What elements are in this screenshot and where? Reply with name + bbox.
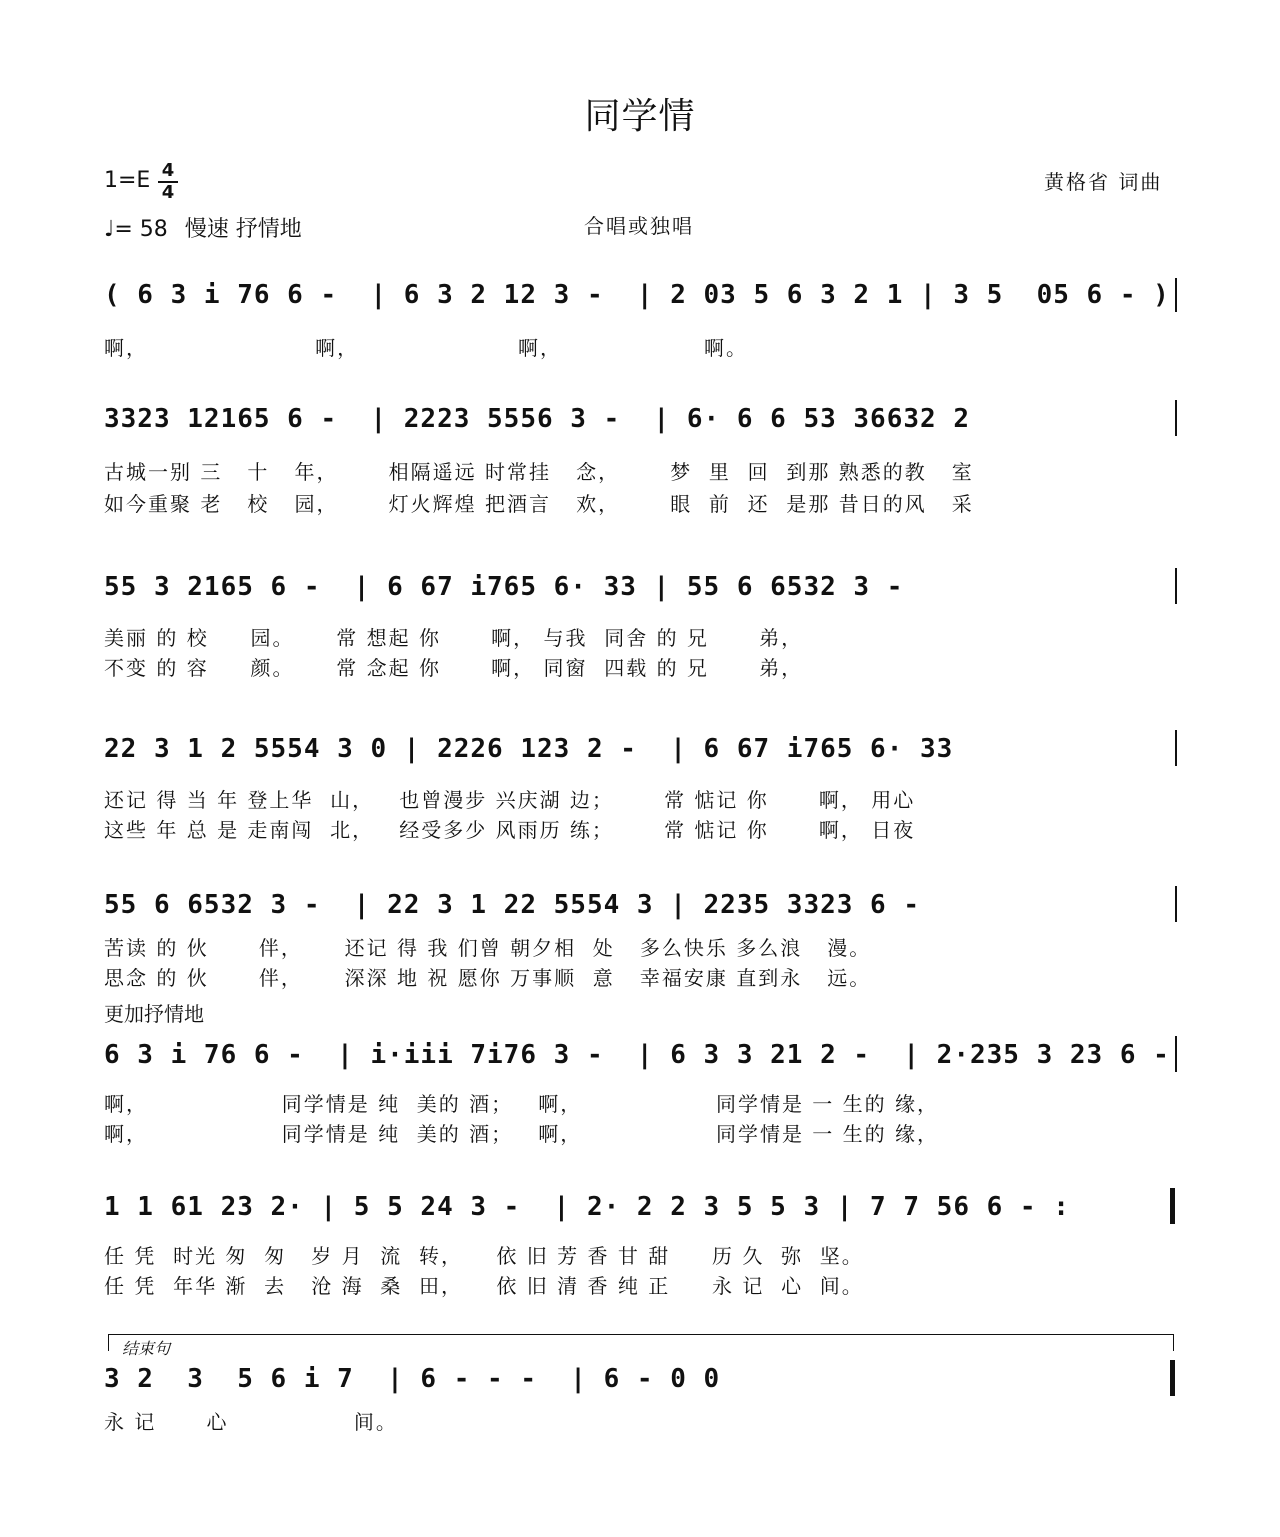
lyric-line: 古城一别 三 十 年， 相隔遥远 时常挂 念， 梦 里 回 到那 熟悉的教 室 <box>104 460 974 484</box>
tempo-value: ♩= 58 <box>104 217 168 242</box>
time-denominator: 4 <box>161 182 175 203</box>
notation-line: 1 1 61 23 2· | 5 5 24 3 - | 2· 2 2 3 5 5 3 | 7 7 56 6 - : <box>104 1192 1070 1222</box>
lyric-line: 如今重聚 老 校 园， 灯火辉煌 把酒言 欢， 眼 前 还 是那 昔日的风 采 <box>104 492 974 516</box>
notation-line: 55 3 2165 6 - | 6 67 i765 6· 33 | 55 6 6532 3 - <box>104 572 904 602</box>
notation-line: 55 6 6532 3 - | 22 3 1 22 5554 3 | 2235 3323 6 - <box>104 890 921 920</box>
lyric-line: 苦读 的 伙 伴， 还记 得 我 们曾 朝夕相 处 多么快乐 多么浪 漫。 <box>104 936 872 960</box>
ending-label: 结束句 <box>122 1339 171 1358</box>
repeat-barline <box>1170 1188 1175 1224</box>
lyric-line: 美丽 的 校 园。 常 想起 你 啊， 与我 同舍 的 兄 弟， <box>104 626 804 650</box>
notation-line: 22 3 1 2 5554 3 0 | 2226 123 2 - | 6 67 i765 6· 33 <box>104 734 954 764</box>
lyric-line: 啊， 啊， 啊， 啊。 <box>104 336 749 360</box>
notation-line: 6 3 i 76 6 - | i·iii 7i76 3 - | 6 3 3 21 2 - | 2·235 3 23 6 - <box>104 1040 1170 1070</box>
barline <box>1175 568 1177 604</box>
barline <box>1175 278 1177 312</box>
notation-line: 3323 12165 6 - | 2223 5556 3 - | 6· 6 6 53 36632 2 <box>104 404 970 434</box>
lyric-line: 不变 的 容 颜。 常 念起 你 啊， 同窗 四载 的 兄 弟， <box>104 656 804 680</box>
expression-marking: 慢速 抒情地 <box>184 217 302 242</box>
notation-line: 3 2 3 5 6 i 7 | 6 - - - | 6 - 0 0 <box>104 1364 721 1394</box>
section-label: 更加抒情地 <box>104 1002 204 1026</box>
barline <box>1175 886 1177 922</box>
lyric-line: 啊， 同学情是 纯 美的 酒； 啊， 同学情是 一 生的 缘， <box>104 1092 940 1116</box>
lyric-line: 思念 的 伙 伴， 深深 地 祝 愿你 万事顺 意 幸福安康 直到永 远。 <box>104 966 872 990</box>
tempo-marking <box>104 212 302 243</box>
time-signature <box>158 162 178 202</box>
lyric-line: 任 凭 时光 匆 匆 岁 月 流 转， 依 旧 芳 香 甘 甜 历 久 弥 坚。 <box>104 1244 864 1268</box>
author-credit: 黄格省 词曲 <box>1044 170 1163 194</box>
ending-bracket <box>108 1334 1174 1351</box>
barline <box>1175 1036 1177 1072</box>
notation-line: ( 6 3 i 76 6 - | 6 3 2 12 3 - | 2 03 5 6 3 2 1 | 3 5 05 6 - ) <box>104 280 1170 310</box>
final-barline <box>1170 1360 1175 1396</box>
lyric-line: 永 记 心 间。 <box>104 1410 398 1434</box>
lyric-line: 任 凭 年华 渐 去 沧 海 桑 田， 依 旧 清 香 纯 正 永 记 心 间。 <box>104 1274 864 1298</box>
barline <box>1175 730 1177 766</box>
lyric-line: 这些 年 总 是 走南闯 北， 经受多少 风雨历 练； 常 惦记 你 啊， 日夜 <box>104 818 916 842</box>
performance-note: 合唱或独唱 <box>584 214 694 238</box>
barline <box>1175 400 1177 436</box>
key-signature: 1=E <box>104 168 151 193</box>
lyric-line: 啊， 同学情是 纯 美的 酒； 啊， 同学情是 一 生的 缘， <box>104 1122 940 1146</box>
lyric-line: 还记 得 当 年 登上华 山， 也曾漫步 兴庆湖 边； 常 惦记 你 啊， 用心 <box>104 788 916 812</box>
time-numerator: 4 <box>161 160 175 181</box>
page-title: 同学情 <box>584 96 696 137</box>
